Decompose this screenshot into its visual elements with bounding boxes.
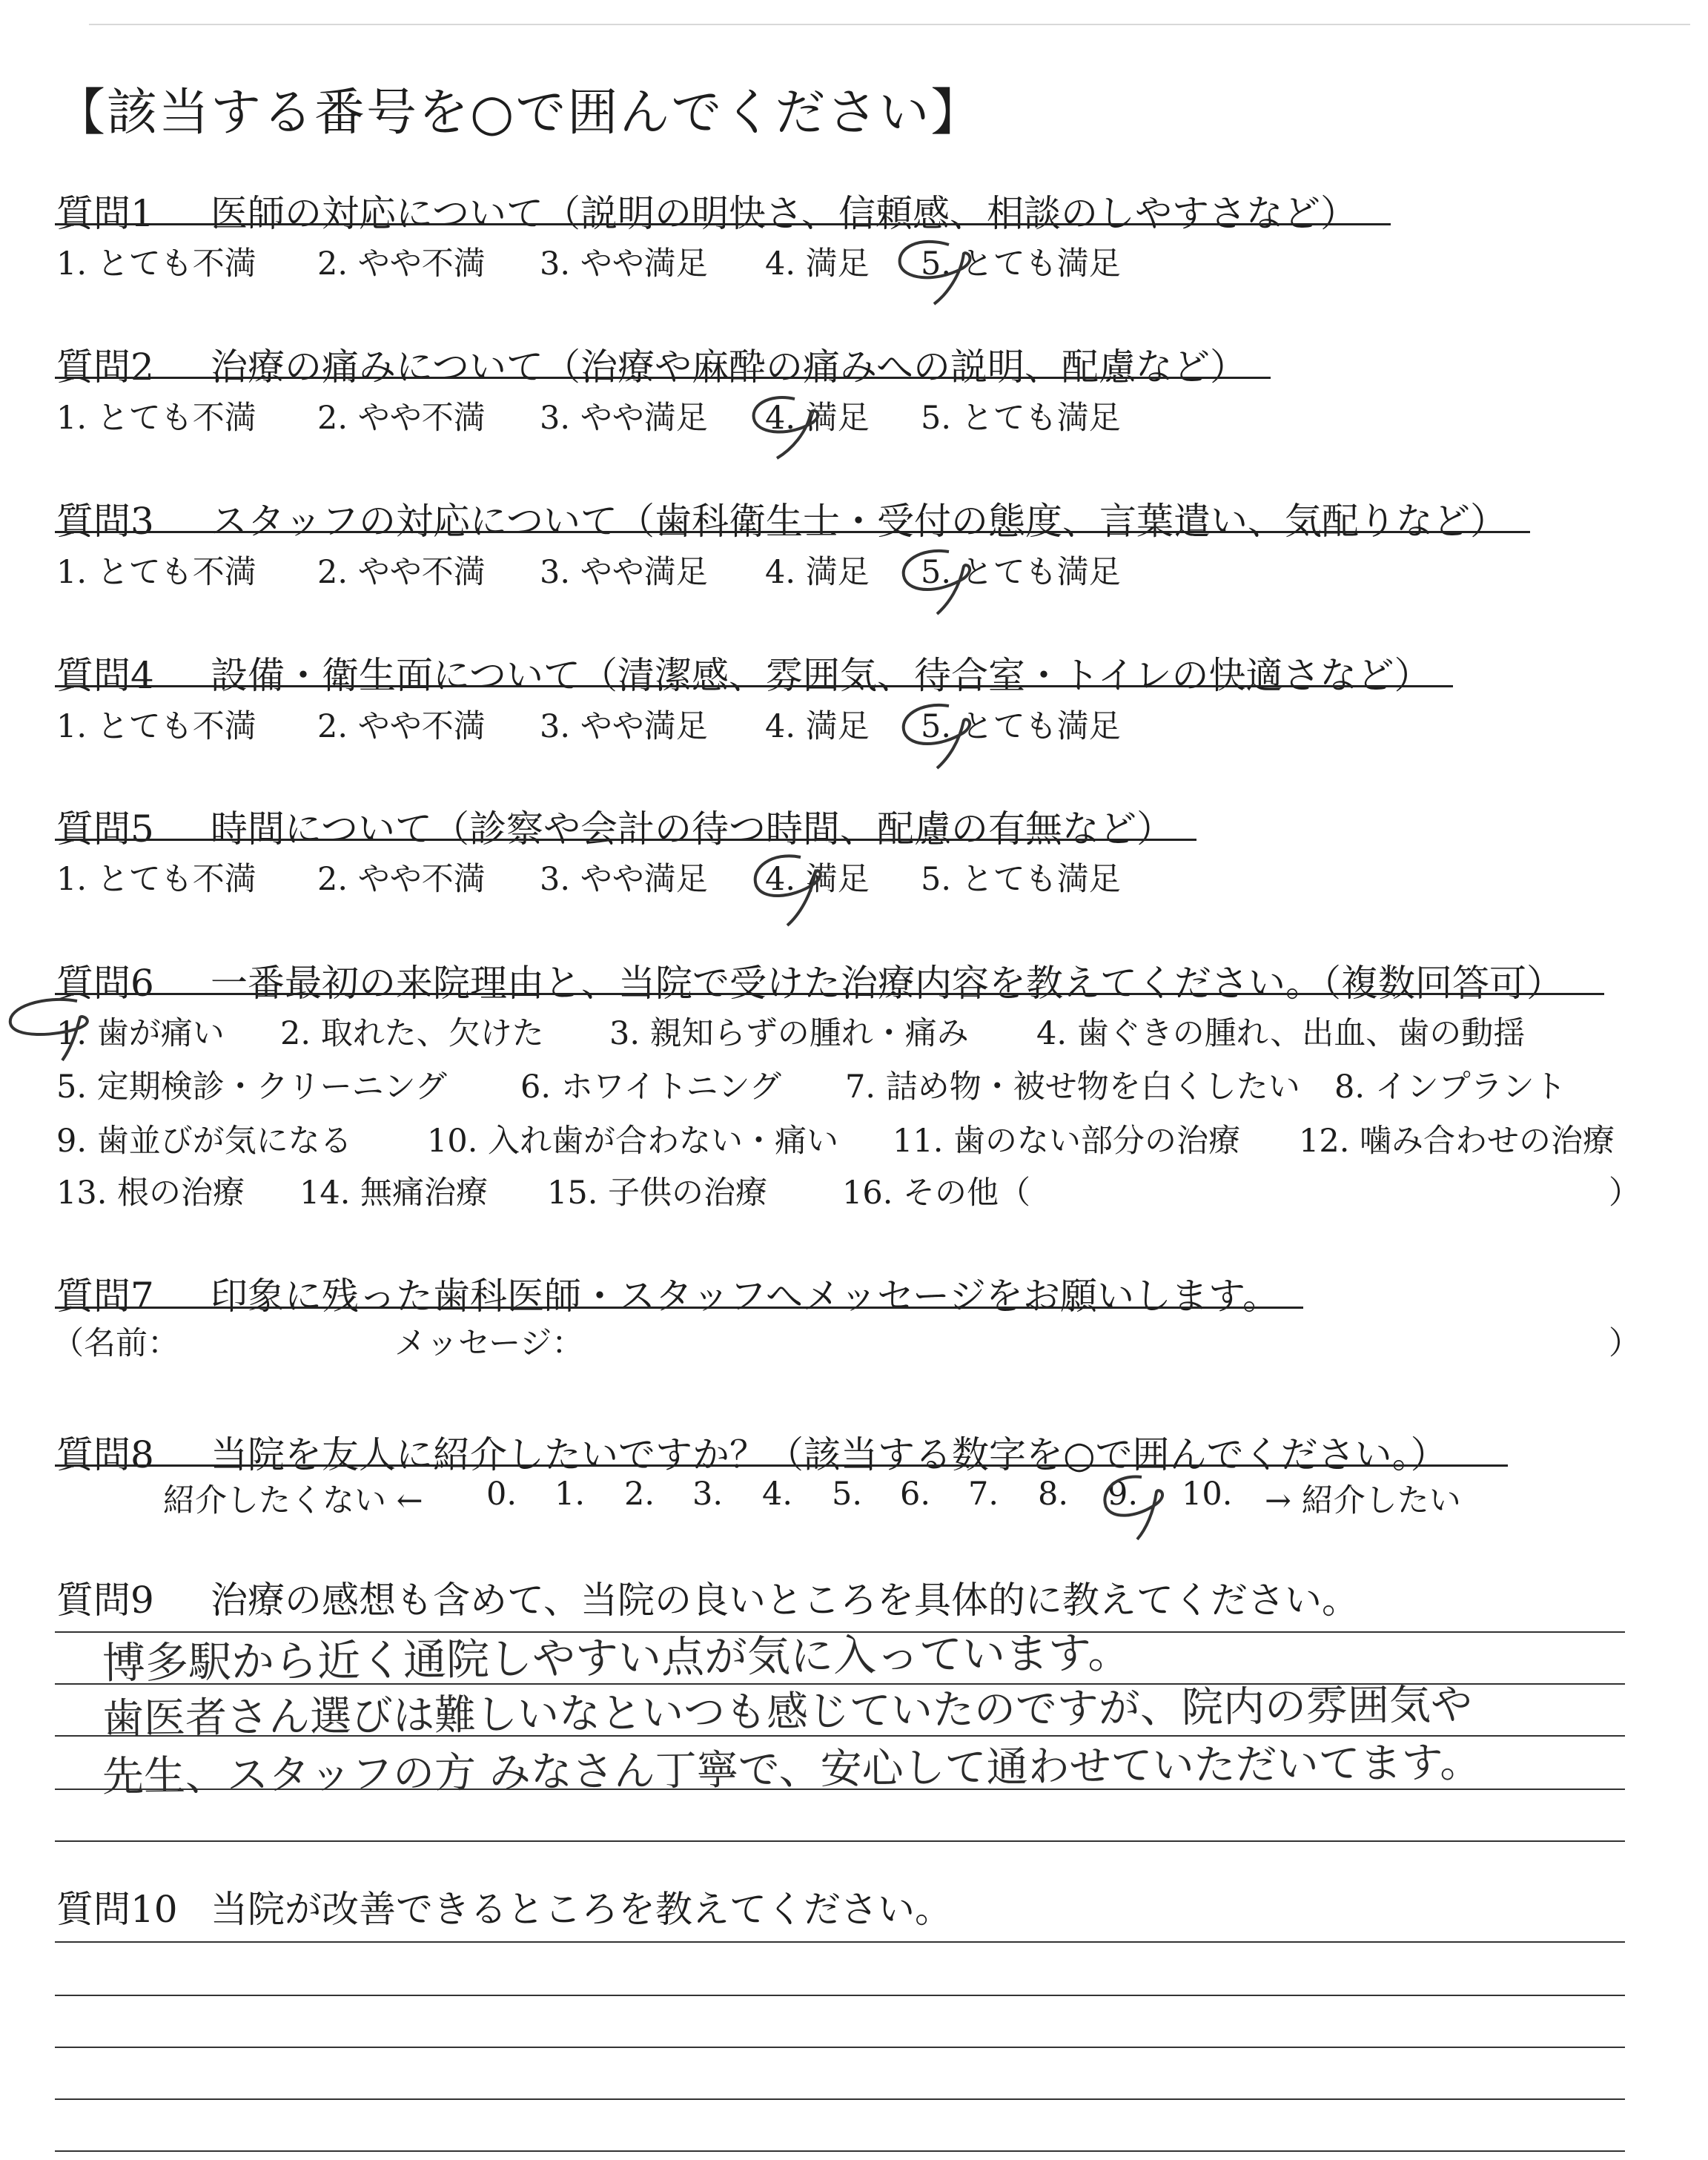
top-border-line <box>89 24 1690 25</box>
q3-option-3[interactable]: 3. やや満足 <box>540 554 708 591</box>
q8-underline <box>55 1464 1508 1467</box>
q8-text: 当院を友人に紹介したいですか？（該当する数字を○で囲んでください。） <box>211 1433 1448 1476</box>
q10-rule-5 <box>55 2150 1625 2152</box>
q3-circle-mark <box>894 541 983 615</box>
q10-rule-4 <box>55 2098 1625 2100</box>
q5-title <box>56 799 1174 853</box>
q8-scale-3[interactable]: 3. <box>692 1476 724 1513</box>
q6-option-1[interactable]: 1. 歯が痛い <box>56 1015 225 1052</box>
q6-option-10[interactable]: 10. 入れ歯が合わない・痛い <box>427 1123 839 1160</box>
q6-number: 質問6 <box>56 962 154 1005</box>
q8-scale-6[interactable]: 6. <box>900 1476 931 1513</box>
q5-option-3[interactable]: 3. やや満足 <box>540 861 708 898</box>
q8-scale-8[interactable]: 8. <box>1038 1476 1069 1513</box>
q4-underline <box>55 685 1453 687</box>
q10-title <box>56 1880 952 1933</box>
q8-title <box>56 1425 1448 1479</box>
q6-option-11[interactable]: 11. 歯のない部分の治療 <box>893 1123 1241 1160</box>
q4-option-5[interactable]: 5. とても満足 <box>921 708 1121 745</box>
q9-text: 治療の感想も含めて、当院の良いところを具体的に教えてください。 <box>211 1579 1359 1622</box>
q7-title <box>56 1266 1280 1320</box>
q6-option-15[interactable]: 15. 子供の治療 <box>547 1175 768 1212</box>
q6-option-12[interactable]: 12. 噛み合わせの治療 <box>1299 1123 1615 1160</box>
q2-option-1[interactable]: 1. とても不満 <box>56 400 256 437</box>
q8-scale-2[interactable]: 2. <box>624 1476 655 1513</box>
q3-title <box>56 492 1507 545</box>
q10-rule-1 <box>55 1941 1625 1943</box>
q5-text: 時間について（診察や会計の待つ時間、配慮の有無など） <box>211 807 1174 851</box>
q8-number: 質問8 <box>56 1433 154 1476</box>
q2-title <box>56 337 1247 391</box>
q10-rule-3 <box>55 2047 1625 2048</box>
q1-option-5[interactable]: 5. とても満足 <box>921 245 1121 283</box>
q6-option-14[interactable]: 14. 無痛治療 <box>299 1175 489 1212</box>
q8-scale-0[interactable]: 0. <box>486 1476 517 1513</box>
q9-answer-line-1: 博多駅から近く通院しやすい点が気に入っています。 <box>102 1627 1131 1688</box>
q4-option-3[interactable]: 3. やや満足 <box>540 708 708 745</box>
q1-option-1[interactable]: 1. とても不満 <box>56 245 256 283</box>
q2-underline <box>55 377 1271 379</box>
q2-number: 質問2 <box>56 346 154 389</box>
q6-circle-mark <box>0 992 104 1066</box>
q6-option-9[interactable]: 9. 歯並びが気になる <box>56 1123 352 1160</box>
q8-right-label: → 紹介したい <box>1265 1482 1461 1519</box>
q3-option-5[interactable]: 5. とても満足 <box>921 554 1121 591</box>
q2-option-3[interactable]: 3. やや満足 <box>540 400 708 437</box>
q6-title <box>56 954 1563 1007</box>
q5-option-1[interactable]: 1. とても不満 <box>56 861 256 898</box>
q3-option-4[interactable]: 4. 満足 <box>765 554 870 591</box>
q8-scale-7[interactable]: 7. <box>968 1476 999 1513</box>
q3-option-1[interactable]: 1. とても不満 <box>56 554 256 591</box>
q6-option-5[interactable]: 5. 定期検診・クリーニング <box>56 1069 447 1106</box>
q5-number: 質問5 <box>56 807 154 851</box>
q1-number: 質問1 <box>56 192 154 235</box>
q6-option-3[interactable]: 3. 親知らずの腫れ・痛み <box>609 1015 969 1052</box>
q2-option-5[interactable]: 5. とても満足 <box>921 400 1121 437</box>
q8-left-label: 紹介したくない ← <box>163 1482 423 1519</box>
q1-text: 医師の対応について（説明の明快さ、信頼感、相談のしやすさなど） <box>211 192 1357 235</box>
q8-circle-mark <box>1097 1470 1179 1544</box>
q9-rule-5 <box>55 1840 1625 1842</box>
q6-other-close-paren: ） <box>1609 1175 1641 1212</box>
q4-option-1[interactable]: 1. とても不満 <box>56 708 256 745</box>
q4-option-4[interactable]: 4. 満足 <box>765 708 870 745</box>
q6-underline <box>55 993 1604 995</box>
q8-scale-4[interactable]: 4. <box>762 1476 793 1513</box>
q6-option-13[interactable]: 13. 根の治療 <box>56 1175 245 1212</box>
q4-title <box>56 646 1431 699</box>
q5-option-4[interactable]: 4. 満足 <box>765 861 870 898</box>
q3-text: スタッフの対応について（歯科衛生士・受付の態度、言葉遣い、気配りなど） <box>211 500 1507 543</box>
q6-option-7[interactable]: 7. 詰め物・被せ物を白くしたい <box>845 1069 1300 1106</box>
q10-number: 質問10 <box>56 1888 178 1931</box>
q4-number: 質問4 <box>56 654 154 697</box>
q7-underline <box>55 1307 1303 1309</box>
q3-option-2[interactable]: 2. やや不満 <box>317 554 486 591</box>
q4-text: 設備・衛生面について（清潔感、雰囲気、待合室・トイレの快適さなど） <box>211 654 1431 697</box>
q8-scale-10[interactable]: 10. <box>1182 1476 1233 1513</box>
q2-option-4[interactable]: 4. 満足 <box>765 400 870 437</box>
q2-circle-mark <box>743 387 832 461</box>
q9-answer-line-2: 歯医者さん選びは難しいなといつも感じていたのですが、院内の雰囲気や <box>102 1680 1473 1743</box>
q5-circle-mark <box>746 847 835 928</box>
q6-option-2[interactable]: 2. 取れた、欠けた <box>280 1015 544 1052</box>
q6-text: 一番最初の来院理由と、当院で受けた治療内容を教えてください。（複数回答可） <box>211 962 1563 1005</box>
q6-option-6[interactable]: 6. ホワイトニング <box>520 1069 781 1106</box>
q1-option-2[interactable]: 2. やや不満 <box>317 245 486 283</box>
q1-option-3[interactable]: 3. やや満足 <box>540 245 708 283</box>
q3-number: 質問3 <box>56 500 154 543</box>
q2-text: 治療の痛みについて（治療や麻酔の痛みへの説明、配慮など） <box>211 346 1247 389</box>
q6-option-4[interactable]: 4. 歯ぐきの腫れ、出血、歯の動揺 <box>1036 1015 1526 1052</box>
q8-scale-1[interactable]: 1. <box>555 1476 586 1513</box>
q10-rule-2 <box>55 1995 1625 1996</box>
q9-title <box>56 1571 1359 1624</box>
q1-circle-mark <box>890 231 986 305</box>
q1-underline <box>55 223 1391 225</box>
q7-close-paren: ） <box>1609 1325 1641 1362</box>
q6-option-16[interactable]: 16. その他（ <box>842 1175 1031 1212</box>
q1-option-4[interactable]: 4. 満足 <box>765 245 870 283</box>
q4-option-2[interactable]: 2. やや不満 <box>317 708 486 745</box>
q4-circle-mark <box>894 696 983 770</box>
q3-underline <box>55 531 1530 533</box>
q9-answer-line-3: 先生、スタッフの方 みなさん丁寧で、安心して通わせていただいてます。 <box>102 1738 1482 1801</box>
q5-option-2[interactable]: 2. やや不満 <box>317 861 486 898</box>
q2-option-2[interactable]: 2. やや不満 <box>317 400 486 437</box>
q9-number: 質問9 <box>56 1579 154 1622</box>
q5-option-5[interactable]: 5. とても満足 <box>921 861 1121 898</box>
q8-scale-9[interactable]: 9. <box>1108 1476 1139 1513</box>
q5-underline <box>55 839 1196 841</box>
survey-heading: 【該当する番号を○で囲んでください】 <box>55 84 983 142</box>
q8-scale-5[interactable]: 5. <box>832 1476 863 1513</box>
q10-text: 当院が改善できるところを教えてください。 <box>211 1888 952 1931</box>
q7-name-label: （名前： <box>52 1325 179 1362</box>
q1-title <box>56 184 1357 237</box>
q6-option-8[interactable]: 8. インプラント <box>1334 1069 1566 1106</box>
q7-number: 質問7 <box>56 1275 154 1318</box>
q7-message-label: メッセージ： <box>394 1325 584 1362</box>
q7-text: 印象に残った歯科医師・スタッフへメッセージをお願いします。 <box>211 1275 1280 1318</box>
